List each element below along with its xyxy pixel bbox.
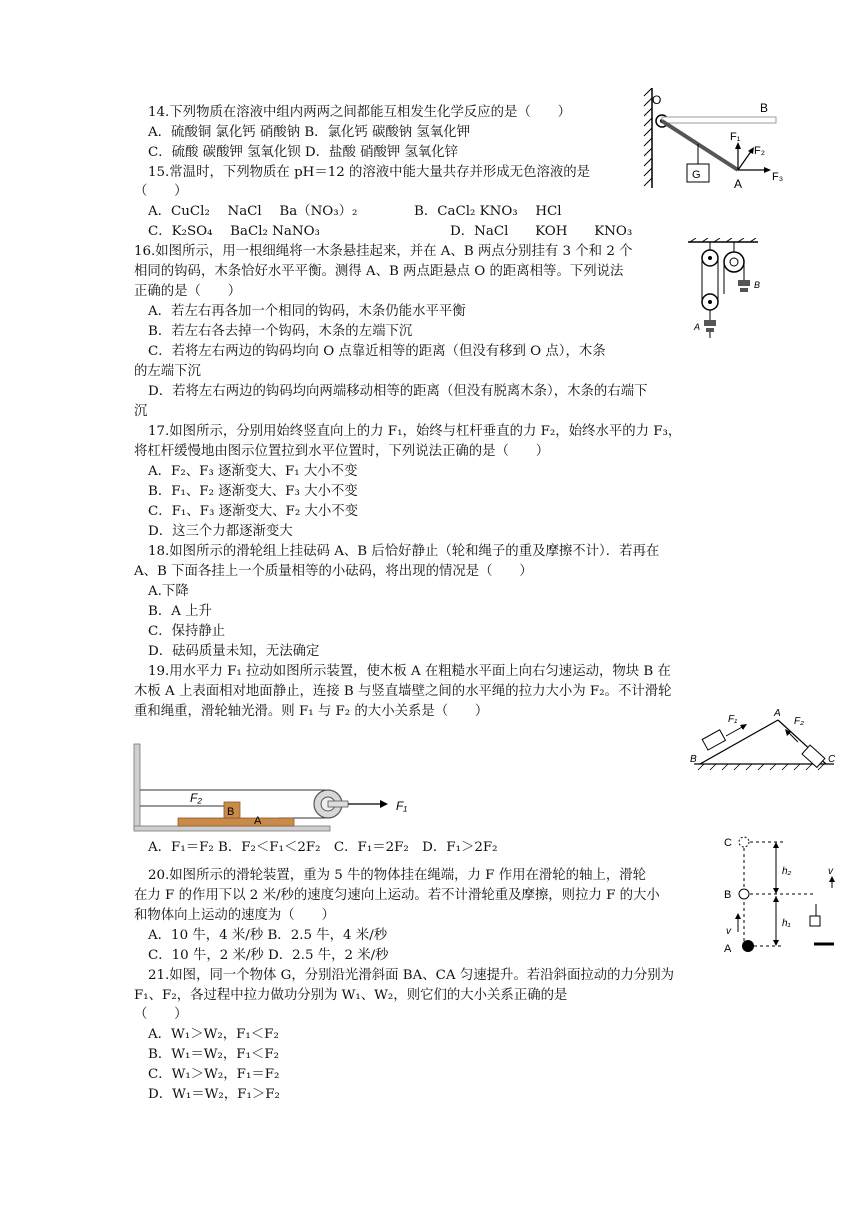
lever-label-o: O <box>652 93 662 107</box>
q17-option-b: B．F₁、F₂ 逐渐变大、F₃ 大小不变 <box>148 484 358 499</box>
q16-option-c1: C．若将左右两边的钩码均向 O 点靠近相等的距离（但没有移到 O 点），木条 <box>148 344 606 359</box>
lever-label-f1: F₁ <box>730 131 741 143</box>
q15-option-b: B．CaCl₂ KNO₃ HCl <box>414 204 562 219</box>
q21-option-c: C．W₁＞W₂，F₁＝F₂ <box>148 1067 280 1082</box>
q19-line1: 19.用水平力 F₁ 拉动如图所示装置，使木板 A 在粗糙水平面上向右匀速运动，物块 B 在 <box>148 664 671 679</box>
moving-label-v-right: v <box>828 866 833 877</box>
q18-option-b: B．A 上升 <box>148 604 212 619</box>
incline-label-f2: F₂ <box>794 716 804 727</box>
board-label-b: B <box>227 806 235 818</box>
q17-option-d: D．这三个力都逐渐变大 <box>148 524 293 539</box>
q18-line1: 18.如图所示的滑轮组上挂砝码 A、B 后恰好静止（轮和绳子的重及摩擦不计）．若再在 <box>148 544 660 559</box>
q16-line3: 正确的是（ ） <box>134 284 242 299</box>
q14-options-ab: A．硫酸铜 氯化钙 硝酸钠 B．氯化钙 碳酸钠 氢氧化钾 <box>148 125 470 140</box>
board-label-f1: F₁ <box>396 799 408 813</box>
q21-option-d: D．W₁＝W₂，F₁＞F₂ <box>148 1087 280 1102</box>
pulley-group-label-b: B <box>754 280 761 290</box>
q15-paren: （ ） <box>134 184 188 199</box>
incline-label-c: C <box>828 754 836 765</box>
q16-option-a: A．若左右再各加一个相同的钩码，木条仍能水平平衡 <box>148 304 466 319</box>
q17-line2: 将杠杆缓慢地由图示位置拉到水平位置时，下列说法正确的是（ ） <box>134 444 550 459</box>
moving-label-b: B <box>724 889 732 901</box>
lever-label-f2: F₂ <box>754 145 765 157</box>
q15-stem: 15.常温时，下列物质在 pH＝12 的溶液中能大量共存并形成无色溶液的是 <box>148 165 591 180</box>
q21-line2: F₁、F₂，各过程中拉力做功分别为 W₁、W₂，则它们的大小关系正确的是 <box>134 988 568 1003</box>
pulley-group-label-a: A <box>694 322 701 332</box>
q16-option-c2: 的左端下沉 <box>134 364 201 379</box>
q21-paren: （ ） <box>134 1007 188 1022</box>
q18-option-d: D．砝码质量未知，无法确定 <box>148 644 320 659</box>
q21-option-a: A．W₁＞W₂，F₁＜F₂ <box>148 1027 279 1042</box>
q18-option-a: A.下降 <box>148 584 189 599</box>
q14-stem: 14.下列物质在溶液中组内两两之间都能互相发生化学反应的是（ ） <box>148 105 572 120</box>
moving-pulley-figure <box>724 828 844 954</box>
board-pulley-figure <box>126 740 426 836</box>
q20-line1: 20.如图所示的滑轮装置，重为 5 牛的物体挂在绳端，力 F 作用在滑轮的轴上，滑轮 <box>148 868 647 883</box>
board-label-a: A <box>254 815 262 827</box>
incline-label-f1: F₁ <box>728 714 738 725</box>
q17-option-a: A．F₂、F₃ 逐渐变大、F₁ 大小不变 <box>148 464 358 479</box>
q16-option-d1: D．若将左右两边的钩码均向两端移动相等的距离（但没有脱离木条），木条的右端下 <box>148 384 648 399</box>
lever-label-f3: F₃ <box>772 171 784 183</box>
q17-option-c: C．F₁、F₃ 逐渐变大、F₂ 大小不变 <box>148 504 359 519</box>
lever-label-b: B <box>760 101 769 115</box>
q19-line3: 重和绳重，滑轮轴光滑。则 F₁ 与 F₂ 的大小关系是（ ） <box>134 704 489 719</box>
incline-label-b: B <box>690 754 697 765</box>
incline-label-a: A <box>774 708 781 719</box>
lever-label-g: G <box>692 169 701 181</box>
q16-line1: 16.如图所示，用一根细绳将一木条悬挂起来，并在 A、B 两点分别挂有 3 个和 2 个 <box>134 244 633 259</box>
q16-option-b: B．若左右各去掉一个钩码，木条的左端下沉 <box>148 324 413 339</box>
q17-line1: 17.如图所示，分别用始终竖直向上的力 F₁，始终与杠杆垂直的力 F₂，始终水平的力 F₃， <box>148 424 682 439</box>
moving-label-h2: h₂ <box>782 866 792 877</box>
lever-figure <box>640 88 790 198</box>
q20-options-ab: A．10 牛，4 米/秒 B．2.5 牛，4 米/秒 <box>148 928 388 943</box>
moving-label-v-left: v <box>726 926 731 937</box>
moving-label-c: C <box>724 837 732 849</box>
q20-line3: 和物体向上运动的速度为（ ） <box>134 908 335 923</box>
q18-line2: A、B 下面各挂上一个质量相等的小砝码，将出现的情况是（ ） <box>134 564 533 579</box>
q19-line2: 木板 A 上表面相对地面静止，连接 B 与竖直墙壁之间的水平绳的拉力大小为 F₂。不计滑轮 <box>134 684 672 699</box>
q20-line2: 在力 F 的作用下以 2 米/秒的速度匀速向上运动。若不计滑轮重及摩擦，则拉力 F 的大小 <box>134 888 660 903</box>
moving-label-a: A <box>724 943 732 954</box>
q16-line2: 相同的钩码，木条恰好水平平衡。测得 A、B 两点距悬点 O 的距离相等。下列说法 <box>134 264 624 279</box>
q14-options-cd: C．硫酸 碳酸钾 氢氧化钡 D．盐酸 硝酸钾 氢氧化锌 <box>148 145 459 160</box>
q21-option-b: B．W₁＝W₂，F₁＜F₂ <box>148 1047 279 1062</box>
moving-label-h1: h₁ <box>782 918 791 929</box>
lever-label-a: A <box>734 177 743 191</box>
q15-option-c: C．K₂SO₄ BaCl₂ NaNO₃ <box>148 224 320 239</box>
q15-option-a: A．CuCl₂ NaCl Ba（NO₃）₂ <box>148 204 358 219</box>
q19-options: A．F₁＝F₂ B．F₂＜F₁＜2F₂ C．F₁＝2F₂ D．F₁＞2F₂ <box>148 840 498 855</box>
q20-options-cd: C．10 牛，2 米/秒 D．2.5 牛，2 米/秒 <box>148 948 389 963</box>
incline-figure <box>690 706 840 774</box>
q18-option-c: C．保持静止 <box>148 624 226 639</box>
q16-option-d2: 沉 <box>134 404 148 419</box>
q15-option-d: D．NaCl KOH KNO₃ <box>450 224 633 239</box>
board-label-f2: F₂ <box>190 791 202 805</box>
q21-line1: 21.如图，同一个物体 G，分别沿光滑斜面 BA、CA 匀速提升。若沿斜面拉动的力分别为 <box>148 968 675 983</box>
pulley-group-figure <box>684 238 764 344</box>
